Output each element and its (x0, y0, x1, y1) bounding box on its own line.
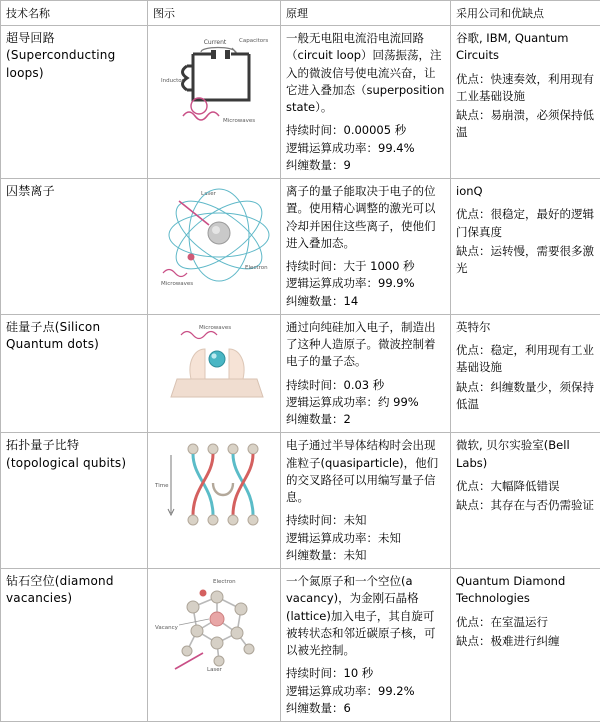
trapped-ion-icon (153, 183, 275, 289)
column-header-principle: 原理 (281, 1, 451, 26)
metric-gate-fidelity: 逻辑运算成功率：99.2% (286, 683, 445, 700)
table-row (1, 569, 600, 722)
principle-text: 一般无电阻电流沿电流回路（circuit loop）回荡振荡，注入的微波信号使电流兴奋，让它进入叠加态（superposition state）。 (286, 30, 445, 116)
metric-gate-fidelity: 逻辑运算成功率：未知 (286, 530, 445, 547)
superconducting-loop-icon (153, 30, 275, 140)
metric-entanglement: 纠缠数量：2 (286, 411, 445, 428)
svg-text:Microwaves: Microwaves (223, 118, 255, 124)
disadvantages-text: 缺点：运转慢，需要很多激光 (456, 243, 595, 278)
silicon-quantum-dot-icon (153, 319, 275, 405)
principle-cell (281, 433, 451, 569)
figure-cell (148, 314, 281, 433)
technology-name: 超导回路(Superconducting loops) (1, 26, 148, 179)
svg-text:Current: Current (204, 39, 227, 46)
figure-cell (148, 569, 281, 722)
disadvantages-text: 缺点：极难进行纠缠 (456, 633, 595, 650)
metrics-list (286, 665, 445, 717)
principle-cell (281, 26, 451, 179)
table-row (1, 26, 600, 179)
svg-text:Laser: Laser (207, 667, 223, 673)
metric-gate-fidelity: 逻辑运算成功率：99.9% (286, 275, 445, 292)
diamond-vacancy-icon (153, 573, 275, 673)
column-header-technology-name: 技术名称 (1, 1, 148, 26)
metric-entanglement: 纠缠数量：6 (286, 700, 445, 717)
metric-gate-fidelity: 逻辑运算成功率：约 99% (286, 394, 445, 411)
table-row (1, 433, 600, 569)
svg-text:Microwaves: Microwaves (199, 325, 231, 331)
column-header-adopters: 采用公司和优缺点 (451, 1, 600, 26)
column-header-figure: 图示 (148, 1, 281, 26)
svg-text:Inductor: Inductor (161, 78, 185, 84)
metrics-list (286, 377, 445, 429)
svg-text:Microwaves: Microwaves (161, 281, 193, 287)
svg-text:Time: Time (154, 483, 169, 489)
table-header-row (1, 1, 600, 26)
principle-cell (281, 179, 451, 315)
advantages-text: 优点：在室温运行 (456, 614, 595, 631)
advantages-text: 优点：稳定，利用现有工业基础设施 (456, 342, 595, 377)
adopters-cell (451, 26, 600, 179)
metric-duration: 持续时间：未知 (286, 512, 445, 529)
advantages-text: 优点：很稳定，最好的逻辑门保真度 (456, 206, 595, 241)
svg-text:Laser: Laser (201, 191, 217, 197)
adopters-cell (451, 433, 600, 569)
adopter-companies: 微软, 贝尔实验室(Bell Labs) (456, 437, 595, 472)
principle-text: 通过向纯硅加入电子，制造出了这种人造原子。微波控制着电子的量子态。 (286, 319, 445, 371)
svg-text:Capacitors: Capacitors (239, 38, 268, 44)
metric-duration: 持续时间：大于 1000 秒 (286, 258, 445, 275)
technology-name: 囚禁离子 (1, 179, 148, 315)
principle-text: 电子通过半导体结构时会出现准粒子(quasiparticle)，他们的交叉路径可以用编写量子信息。 (286, 437, 445, 506)
technology-name: 拓扑量子比特(topological qubits) (1, 433, 148, 569)
table-body (1, 26, 600, 722)
metrics-list (286, 512, 445, 564)
metric-gate-fidelity: 逻辑运算成功率：99.4% (286, 140, 445, 157)
principle-cell (281, 314, 451, 433)
figure-cell (148, 26, 281, 179)
svg-text:Vacancy: Vacancy (155, 625, 179, 631)
metrics-list (286, 258, 445, 310)
principle-text: 离子的量子能取决于电子的位置。使用精心调整的激光可以冷却并困住这些离子，使他们进入叠加态。 (286, 183, 445, 252)
metrics-list (286, 122, 445, 174)
adopters-cell (451, 179, 600, 315)
disadvantages-text: 缺点：其存在与否仍需验证 (456, 497, 595, 514)
figure-cell (148, 433, 281, 569)
adopter-companies: Quantum Diamond Technologies (456, 573, 595, 608)
svg-text:Electron: Electron (213, 579, 236, 585)
adopters-cell (451, 314, 600, 433)
metric-entanglement: 纠缠数量：未知 (286, 547, 445, 564)
metric-duration: 持续时间：0.00005 秒 (286, 122, 445, 139)
principle-text: 一个氮原子和一个空位(a vacancy)，为金刚石晶格(lattice)加入电子，其自旋可被转状态和邻近碳原子核，可以被光控制。 (286, 573, 445, 659)
topological-braiding-icon (153, 437, 275, 531)
metric-entanglement: 纠缠数量：14 (286, 293, 445, 310)
advantages-text: 优点：快速奏效，利用现有工业基础设施 (456, 71, 595, 106)
metric-duration: 持续时间：10 秒 (286, 665, 445, 682)
adopters-cell (451, 569, 600, 722)
metric-entanglement: 纠缠数量：9 (286, 157, 445, 174)
table-header (1, 1, 600, 26)
disadvantages-text: 缺点：纠缠数量少，须保持低温 (456, 379, 595, 414)
adopter-companies: 英特尔 (456, 319, 595, 336)
adopter-companies: ionQ (456, 183, 595, 200)
svg-text:Electron: Electron (245, 265, 268, 271)
technology-name: 钻石空位(diamond vacancies) (1, 569, 148, 722)
adopter-companies: 谷歌, IBM, Quantum Circuits (456, 30, 595, 65)
figure-cell (148, 179, 281, 315)
technology-name: 硅量子点(Silicon Quantum dots) (1, 314, 148, 433)
table-row (1, 314, 600, 433)
disadvantages-text: 缺点：易崩溃，必须保持低温 (456, 107, 595, 142)
metric-duration: 持续时间：0.03 秒 (286, 377, 445, 394)
principle-cell (281, 569, 451, 722)
table-row (1, 179, 600, 315)
advantages-text: 优点：大幅降低错误 (456, 478, 595, 495)
